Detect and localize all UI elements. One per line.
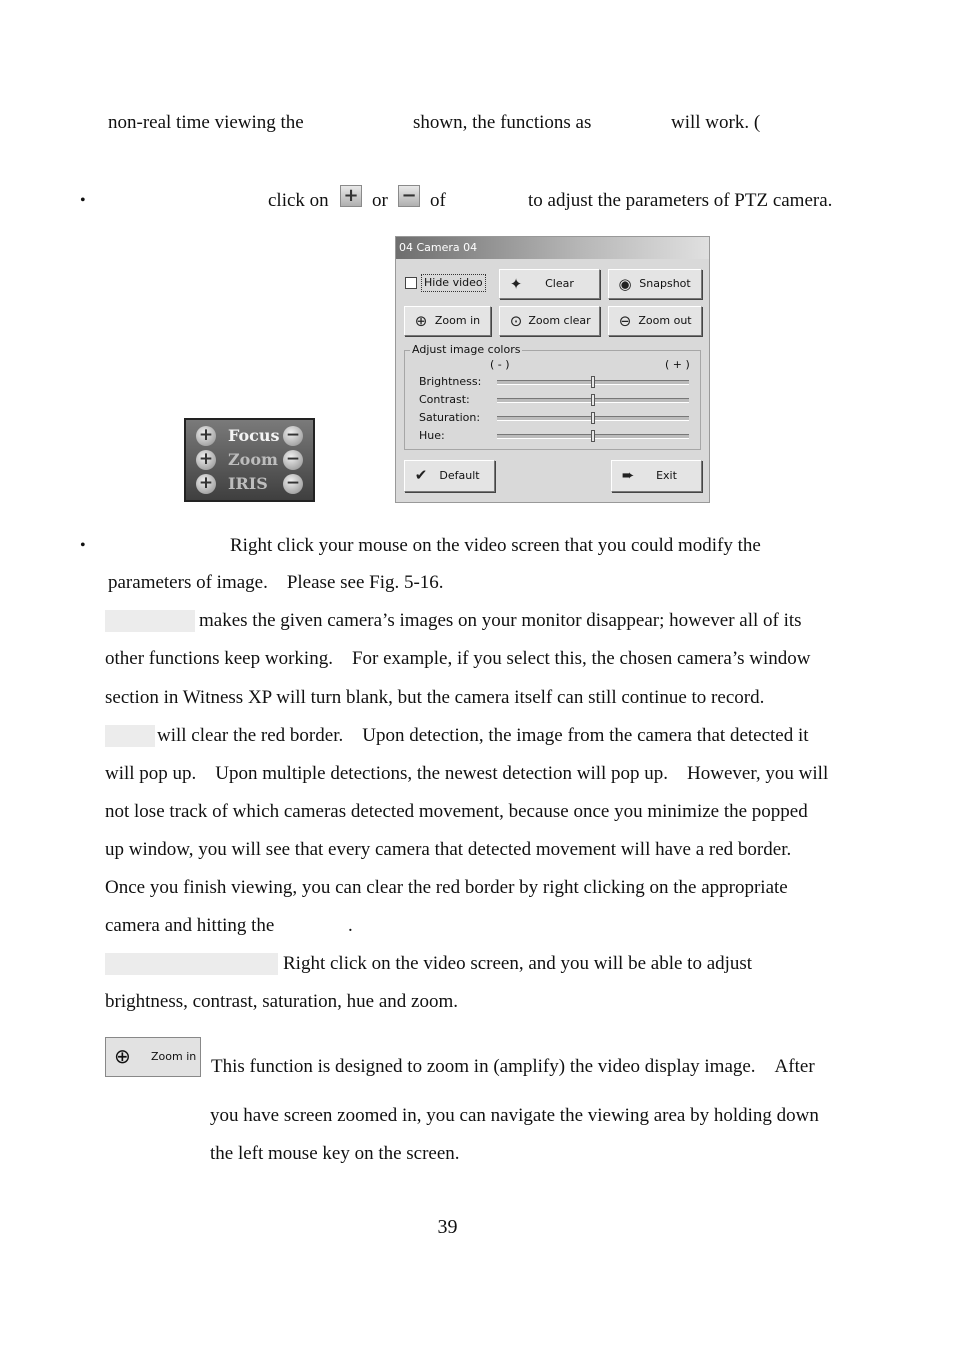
highlight-blank [105,953,278,975]
page-number: 39 [437,1216,458,1238]
clear-button[interactable] [499,269,600,299]
brightness-label: Brightness: [419,375,482,388]
contrast-slider[interactable] [497,398,689,403]
body-text: makes the given camera’s images on your monitor disappear; however all of its [199,610,802,631]
bullet: • [80,537,86,554]
group-title: Adjust image colors [412,343,521,356]
body-text: section in Witness XP will turn blank, but the camera itself can still continue to record. [105,687,765,708]
body-text: click on [268,190,329,211]
camera-dialog [395,236,710,503]
body-text: or [372,190,388,211]
zoom-out-icon: ⊖ [618,312,632,330]
snapshot-button-label: Snapshot [639,277,691,290]
body-text: camera and hitting the [105,915,275,936]
contrast-label: Contrast: [419,393,470,406]
exit-door-icon: ➨ [621,466,635,484]
running-person-icon: ✦ [509,275,523,293]
ptz-row-focus [194,424,309,448]
camera-icon: ◉ [618,275,632,293]
zoom-in-icon: ⊕ [114,1044,131,1068]
body-text: This function is designed to zoom in (amplify) the video display image. After [211,1056,815,1077]
zoom-in-button[interactable] [404,306,491,336]
zoom-reset-icon: ⊙ [509,312,523,330]
body-text: non-real time viewing the [108,112,304,133]
zoom-label: Zoom [228,450,278,469]
default-button[interactable] [404,460,495,492]
body-text: will work. ( [671,112,761,133]
body-text: to adjust the parameters of PTZ camera. [528,190,833,211]
body-text: brightness, contrast, saturation, hue and zoom. [105,991,459,1012]
focus-minus-button[interactable]: − [283,426,303,446]
body-text: parameters of image. Please see Fig. 5-16. [108,572,444,593]
zoom-in-button-image [105,1037,201,1077]
snapshot-button[interactable] [608,269,702,299]
focus-label: Focus [228,426,280,445]
ptz-row-zoom [194,448,309,472]
exit-button-label: Exit [656,469,677,482]
saturation-label: Saturation: [419,411,481,424]
plus-icon: + [340,185,362,207]
highlight-blank [105,610,195,632]
focus-plus-button[interactable]: + [196,426,216,446]
zoom-clear-button[interactable] [499,306,600,336]
ptz-row-iris [194,472,309,496]
body-text: not lose track of which cameras detected movement, because once you minimize the popped [105,801,808,822]
zoom-out-button[interactable] [608,306,702,336]
minus-icon: − [398,185,420,207]
saturation-slider-thumb[interactable] [591,412,595,424]
body-text: Right click your mouse on the video screen that you could modify the [230,535,761,556]
minus-header: ( - ) [490,358,510,371]
adjust-image-colors-group [404,343,701,450]
dialog-title: 04 Camera 04 [396,237,709,259]
body-text: will clear the red border. Upon detection, the image from the camera that detected it [157,725,809,746]
plus-header: ( + ) [665,358,690,371]
hue-label: Hue: [419,429,445,442]
zoom-out-button-label: Zoom out [638,314,692,327]
zoom-in-button-label: Zoom in [151,1050,197,1063]
body-text: shown, the functions as [413,112,592,133]
contrast-slider-thumb[interactable] [591,394,595,406]
iris-plus-button[interactable]: + [196,474,216,494]
clear-button-label: Clear [545,277,574,290]
exit-button[interactable] [611,460,702,492]
bullet: • [80,192,86,209]
default-button-label: Default [439,469,480,482]
zoom-minus-button[interactable]: − [283,450,303,470]
body-text: up window, you will see that every camera that detected movement will have a red border. [105,839,792,860]
body-text: Once you finish viewing, you can clear the red border by right clicking on the appropriate [105,877,788,898]
zoom-in-icon: ⊕ [414,312,428,330]
checkmark-icon: ✔ [414,466,428,484]
iris-minus-button[interactable]: − [283,474,303,494]
zoom-plus-button[interactable]: + [196,450,216,470]
body-text: . [348,915,353,936]
body-text: of [430,190,446,211]
body-text: the left mouse key on the screen. [210,1143,460,1164]
hue-slider-thumb[interactable] [591,430,595,442]
ptz-control-panel [184,418,315,502]
body-text: you have screen zoomed in, you can navigate the viewing area by holding down [210,1105,819,1126]
iris-label: IRIS [228,474,268,493]
highlight-blank [105,725,155,747]
body-text: Right click on the video screen, and you will be able to adjust [283,953,753,974]
body-text: will pop up. Upon multiple detections, the newest detection will pop up. However, you will [105,763,829,784]
brightness-slider-thumb[interactable] [591,376,595,388]
saturation-slider[interactable] [497,416,689,421]
zoom-clear-button-label: Zoom clear [528,314,591,327]
hide-video-checkbox[interactable] [405,277,417,289]
hue-slider[interactable] [497,434,689,439]
brightness-slider[interactable] [497,380,689,385]
zoom-in-button-label: Zoom in [434,314,481,327]
body-text: other functions keep working. For example, if you select this, the chosen camera’s window [105,648,811,669]
hide-video-label[interactable]: Hide video [421,274,486,292]
